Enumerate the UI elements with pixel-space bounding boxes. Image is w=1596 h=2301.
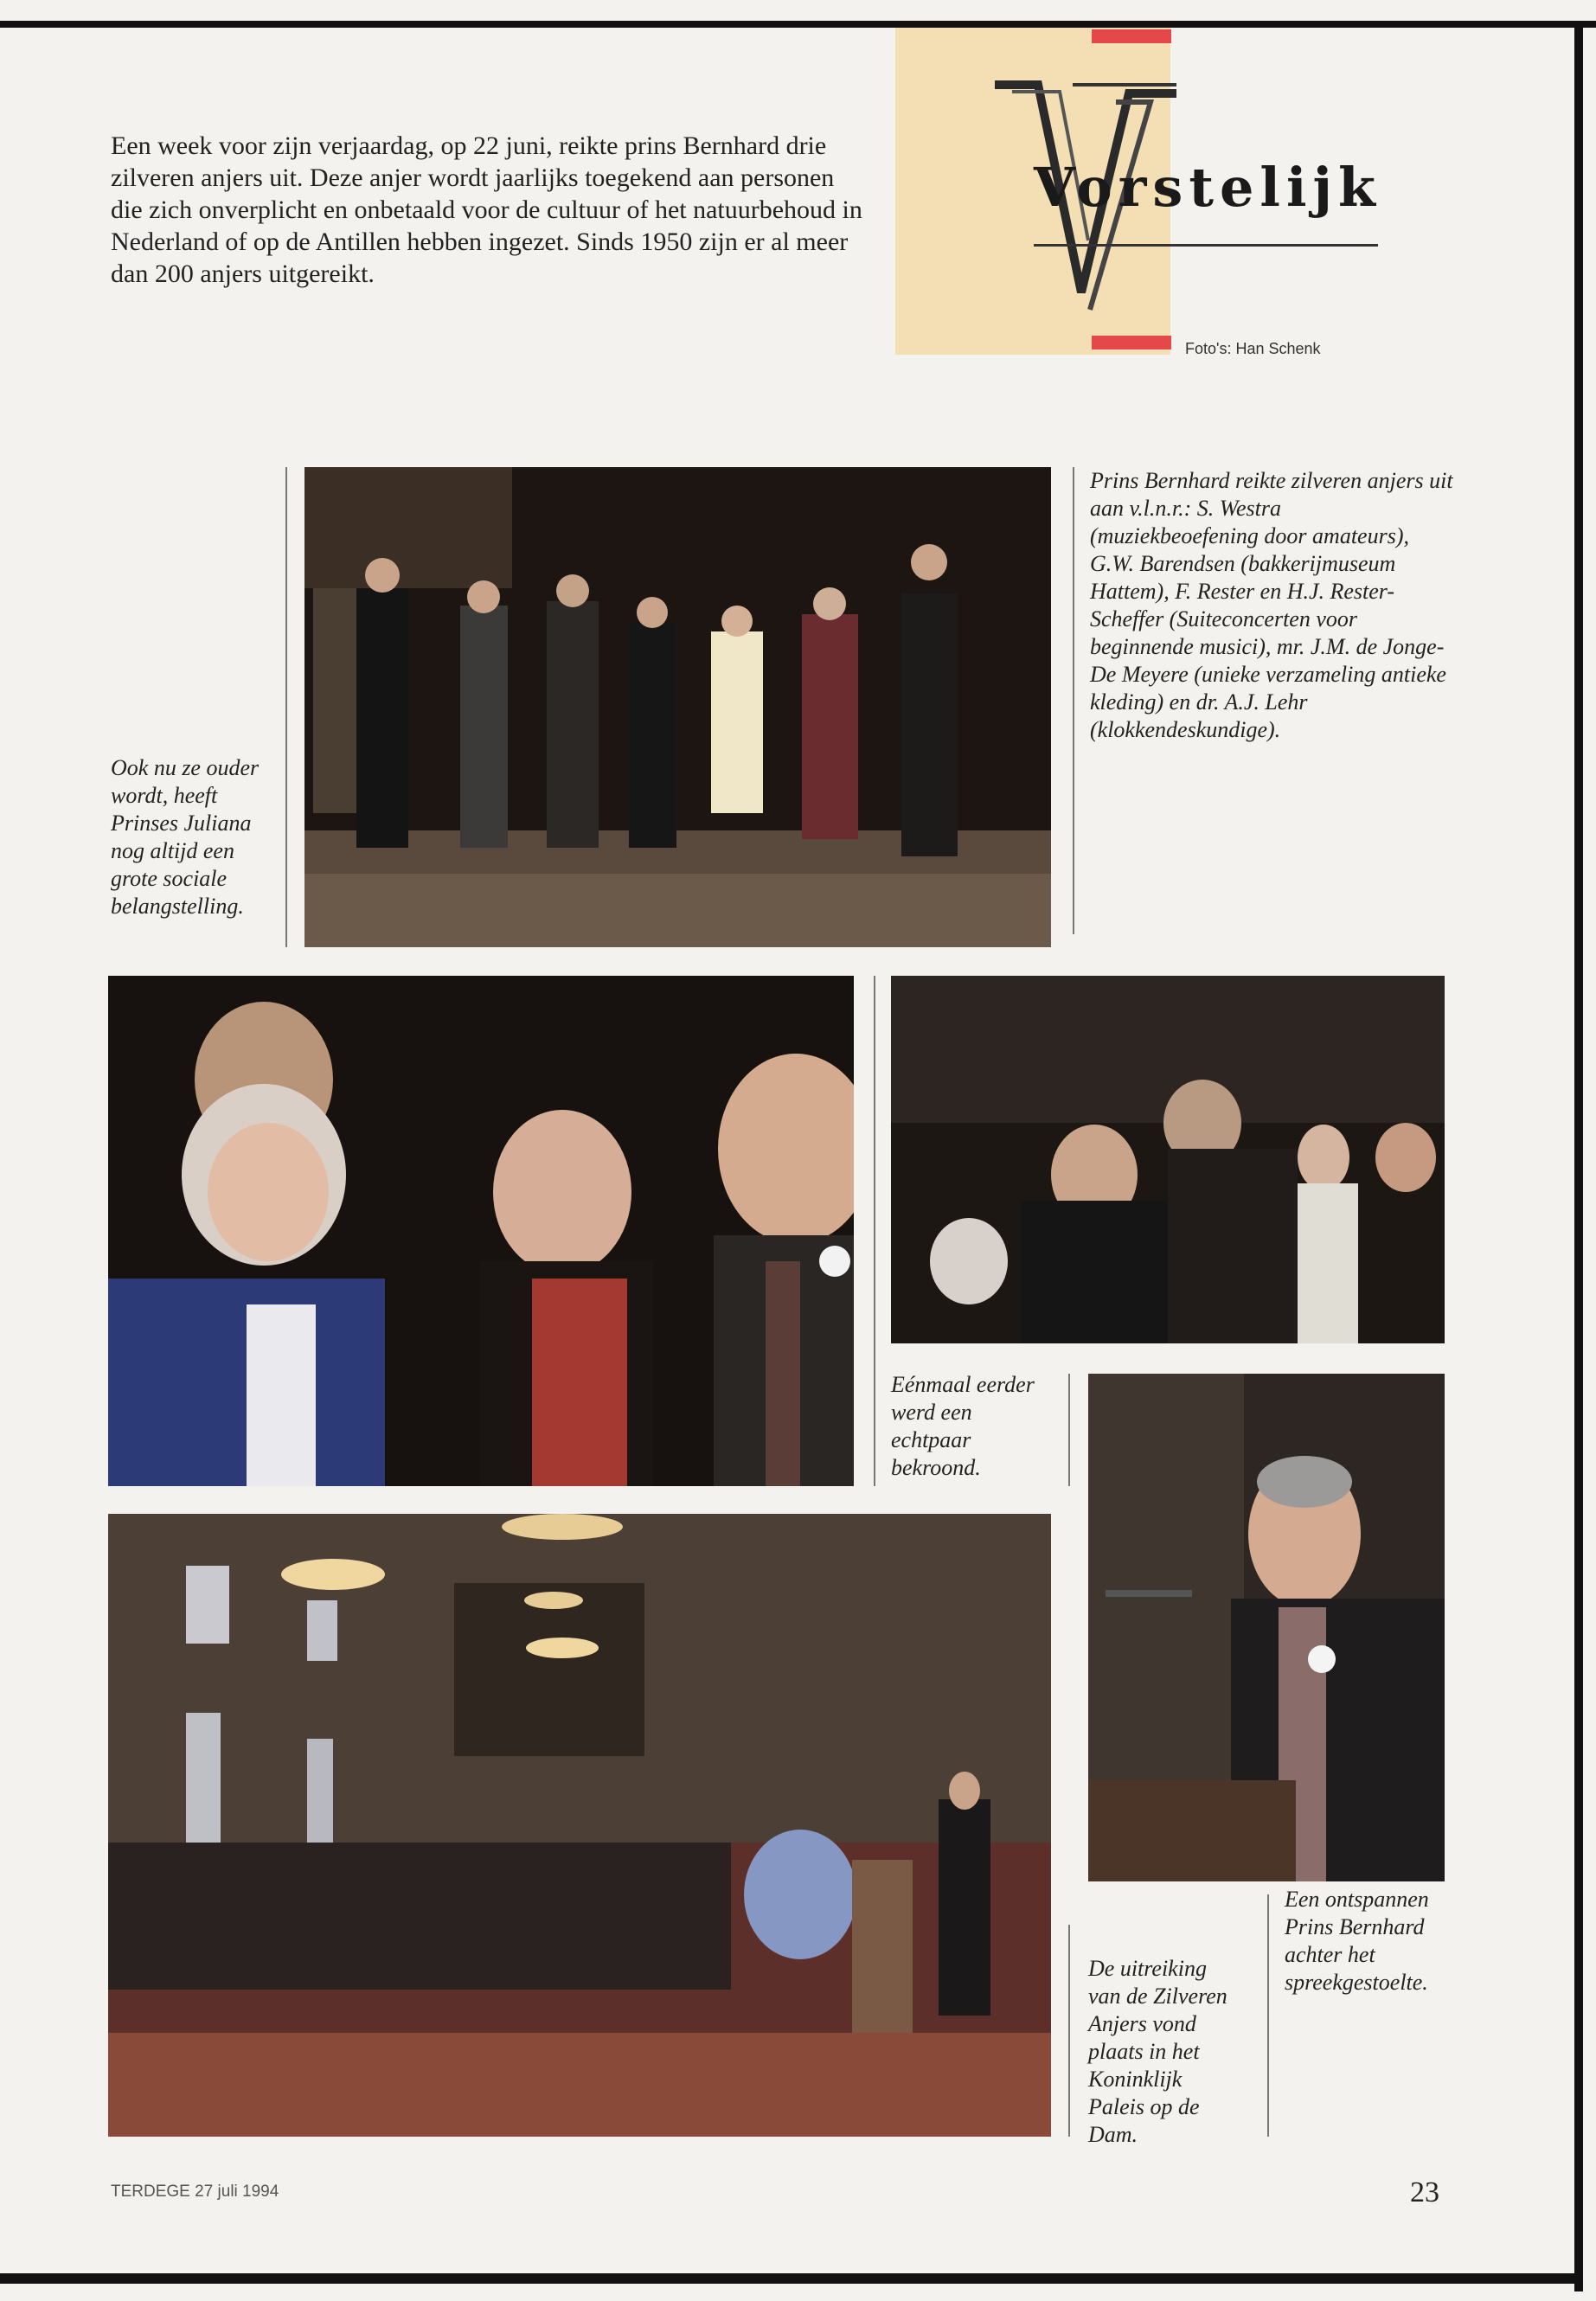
- caption-ceremony: De uitreiking van de Zilveren Anjers vond plaats in het Koninklijk Paleis op de Dam.: [1088, 1956, 1227, 2147]
- caption-speaker: Een ontspannen Prins Bernhard achter het spreekgestoelte.: [1285, 1887, 1429, 1995]
- photo-prince-speaking: [1088, 1374, 1445, 1881]
- page-right-border: [1574, 21, 1583, 2291]
- logo-red-bar-top: [1092, 29, 1171, 43]
- photo-princess-juliana: [108, 976, 854, 1486]
- logo-underline: [1034, 244, 1378, 247]
- logo-red-bar-bottom: [1092, 336, 1171, 349]
- caption-couple: Eénmaal eerder werd een echtpaar bekroond.: [891, 1372, 1035, 1480]
- caption-rule-juliana: [285, 467, 287, 947]
- section-title: Vorstelijk: [1034, 156, 1381, 219]
- photo-couple-crowd: [891, 976, 1445, 1343]
- caption-juliana: Ook nu ze ouder wordt, heeft Prinses Juliana nog altijd een grote sociale belangstelling.: [111, 755, 260, 919]
- caption-rule-couple-right: [1068, 1374, 1070, 1486]
- magazine-issue: TERDEGE 27 juli 1994: [111, 2182, 279, 2201]
- intro-paragraph: Een week voor zijn verjaardag, op 22 juni, reikte prins Bernhard drie zilveren anjers uit. Deze anjer wordt jaarlijks toegekend aan personen die zich onverplicht en onbetaald voor de cultuur of het natuurbehoud in Nederland of op de Antillen hebben ingezet. Sinds 1950 zijn er al meer dan 200 anjers uitgereikt.: [111, 131, 862, 288]
- caption-award-winners: Prins Bernhard reikte zilveren anjers uit aan v.l.n.r.: S. Westra (muziekbeoefening door amateurs), G.W. Barendsen (bakkerijmuseum Hattem), F. Rester en H.J. Rester-Scheffer (Suiteconcerten voor beginnende musici), mr. J.M. de Jonge-De Meyere (unieke verzameling antieke kleding) en dr. A.J. Lehr (klokkendeskundige).: [1090, 468, 1453, 742]
- caption-rule-ceremony: [1068, 1925, 1070, 2137]
- caption-rule-speaker: [1267, 1894, 1269, 2137]
- caption-rule-couple: [874, 976, 875, 1486]
- page-bottom-border: [0, 2273, 1583, 2284]
- photo-award-winners: [304, 467, 1051, 947]
- photo-credit: Foto's: Han Schenk: [1185, 340, 1321, 357]
- page-top-border: [0, 21, 1596, 28]
- photo-palace-ceremony-hall: [108, 1514, 1051, 2137]
- page-number: 23: [1410, 2176, 1439, 2208]
- caption-rule-winners: [1073, 467, 1074, 934]
